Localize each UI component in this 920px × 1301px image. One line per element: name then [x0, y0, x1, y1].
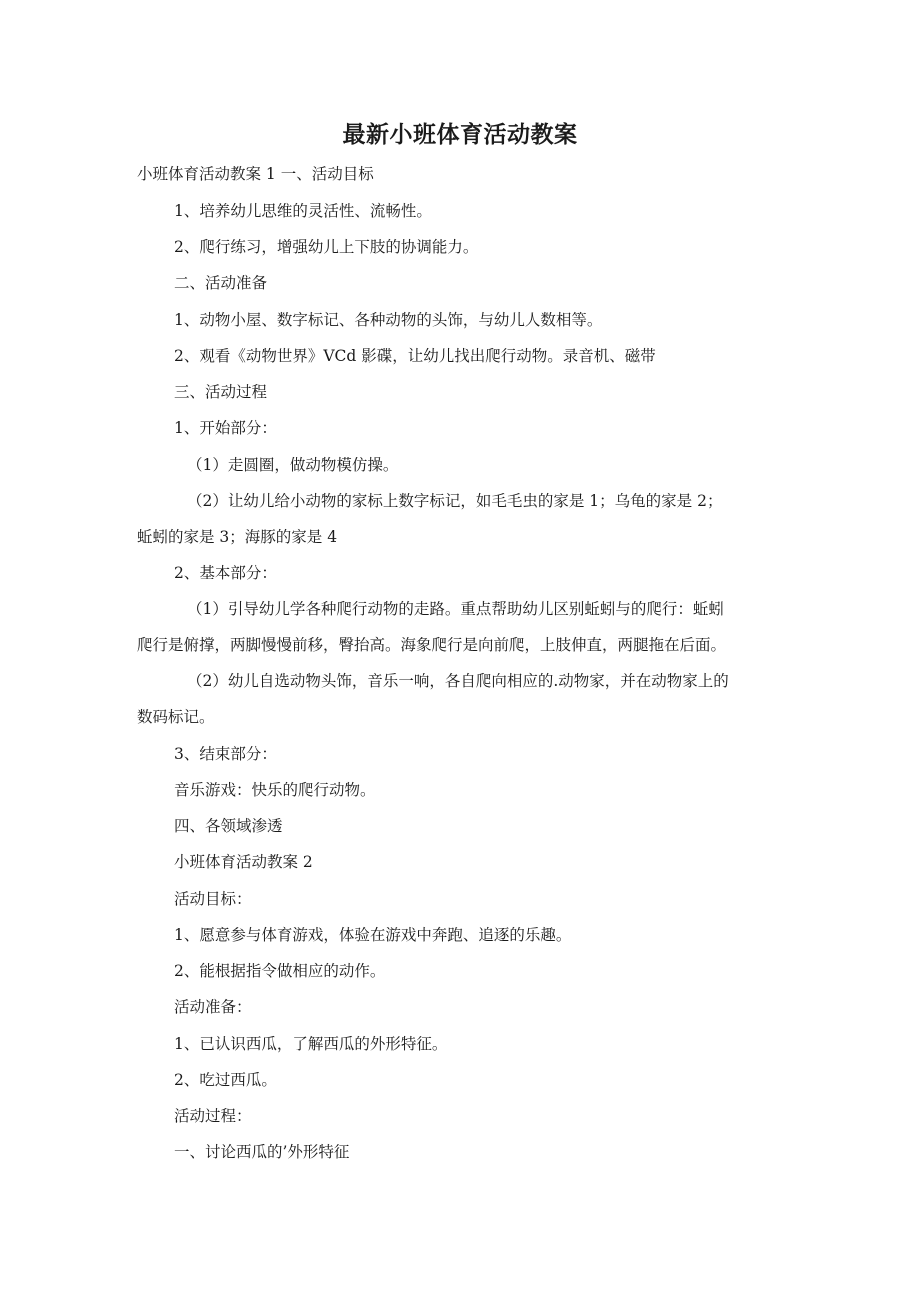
text-line: （2）幼儿自选动物头饰，音乐一响，各自爬向相应的.动物家，并在动物家上的: [187, 672, 729, 690]
text-line: 小班体育活动教案 2: [174, 853, 313, 871]
text-line: （1）引导幼儿学各种爬行动物的走路。重点帮助幼儿区别蚯蚓与的爬行：蚯蚓: [187, 600, 724, 618]
text-line: 3、结束部分：: [174, 745, 277, 763]
text-line: 四、各领域渗透: [174, 817, 283, 835]
text-line: 音乐游戏：快乐的爬行动物。: [174, 781, 376, 799]
text-line: 2、吃过西瓜。: [174, 1071, 277, 1089]
document-title: 最新小班体育活动教案: [342, 122, 578, 148]
text-line: 一、讨论西瓜的’外形特征: [174, 1143, 350, 1161]
text-line: 2、基本部分：: [174, 564, 277, 582]
text-line: 2、观看《动物世界》VCd 影碟，让幼儿找出爬行动物。录音机、磁带: [174, 347, 656, 365]
text-line: 活动目标：: [174, 890, 252, 908]
text-line: 二、活动准备: [174, 274, 268, 292]
text-line: 三、活动过程: [174, 383, 268, 401]
text-line: 活动准备：: [174, 998, 252, 1016]
text-line: 2、爬行练习，增强幼儿上下肢的协调能力。: [174, 238, 479, 256]
text-line: 1、开始部分：: [174, 419, 277, 437]
text-line: 小班体育活动教案 1 一、活动目标: [137, 165, 374, 183]
text-line: 1、愿意参与体育游戏，体验在游戏中奔跑、追逐的乐趣。: [174, 926, 572, 944]
text-line: 2、能根据指令做相应的动作。: [174, 962, 386, 980]
text-line: 1、动物小屋、数字标记、各种动物的头饰，与幼儿人数相等。: [174, 311, 603, 329]
text-line: 活动过程：: [174, 1107, 252, 1125]
text-line: 1、培养幼儿思维的灵活性、流畅性。: [174, 202, 432, 220]
text-line: 蚯蚓的家是 3；海豚的家是 4: [137, 528, 338, 546]
text-line: 爬行是俯撑，两脚慢慢前移，臀抬高。海象爬行是向前爬，上肢伸直，两腿拖在后面。: [137, 636, 727, 654]
text-line: 1、已认识西瓜，了解西瓜的外形特征。: [174, 1035, 448, 1053]
text-line: 数码标记。: [137, 708, 215, 726]
text-line: （1）走圆圈，做动物模仿操。: [187, 456, 399, 474]
text-line: （2）让幼儿给小动物的家标上数字标记，如毛毛虫的家是 1；乌龟的家是 2；: [187, 492, 723, 510]
